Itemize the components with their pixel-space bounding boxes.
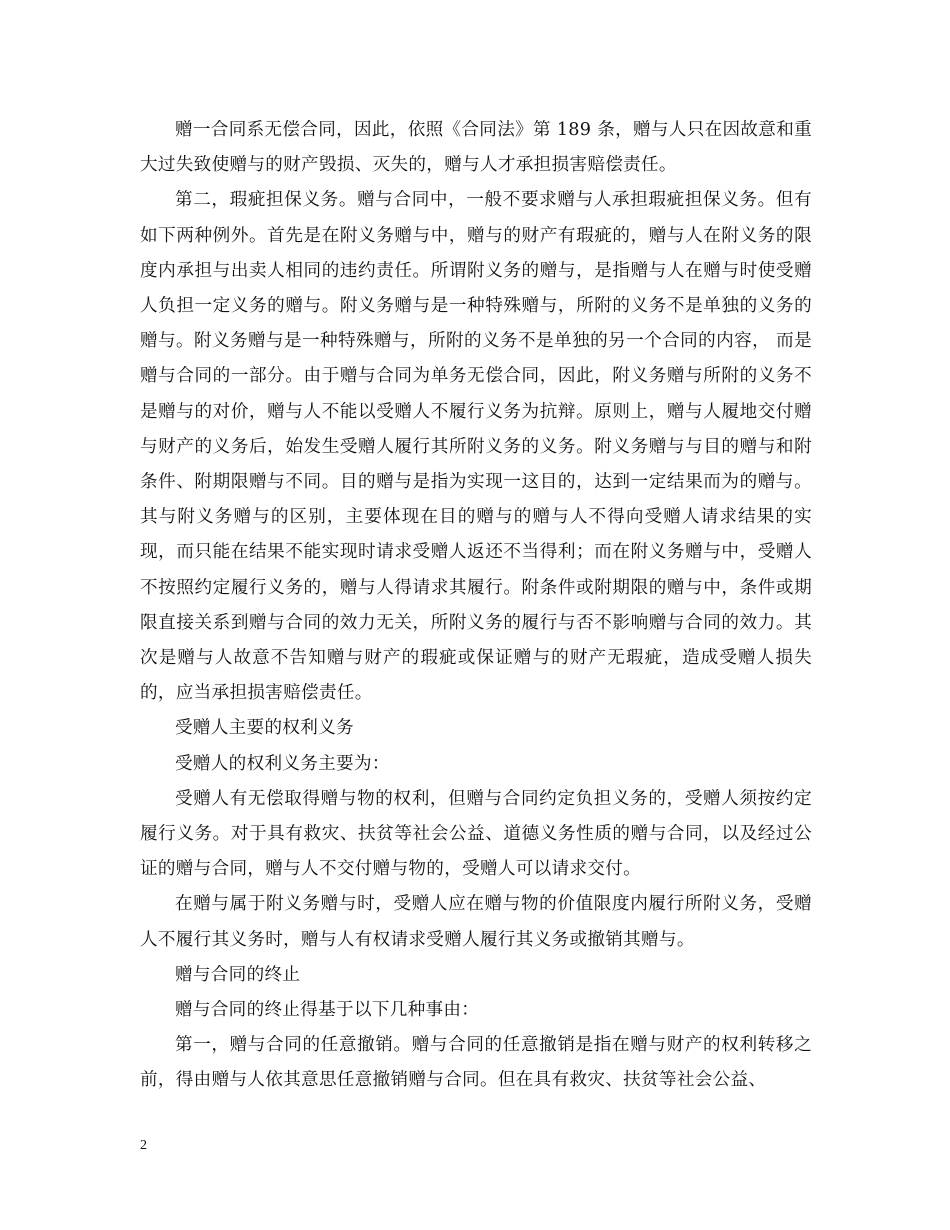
page-number: 2 (140, 1138, 147, 1153)
heading-contract-termination: 赠与合同的终止 (175, 964, 301, 985)
paragraph-defect-warranty: 第二，瑕疵担保义务。赠与合同中，一般不要求赠与人承担瑕疵担保义务。但有如下两种例外。首先是在附义务赠与中，赠与的财产有瑕疵的，赠与人在附义务的限度内承担与出卖人相同的违约责任。所谓附义务的赠与，是指赠与人在赠与时使受赠人负担一定义务的赠与。附义务赠与是一种特殊赠与，所附的义务不是单独的义务的赠与。附义务赠与是一种特殊赠与，所附的义务不是单独的另一个合同的内容， 而是赠与合同的一部分。由于赠与合同为单务无偿合同，因此，附义务赠与所附的义务不是赠与的对价，赠与人不能以受赠人不履行义务为抗辩。原则上，赠与人履地交付赠与财产的义务后，始发生受赠人履行其所附义务的义务。附义务赠与与目的赠与和附条件、附期限赠与不同。目的赠与是指为实现一这目的，达到一定结果而为的赠与。其与附义务赠与的区别，主要体现在目的赠与的赠与人不得向受赠人请求结果的实现，而只能在结果不能实现时请求受赠人返还不当得利；而在附义务赠与中，受赠人不按照约定履行义务的，赠与人得请求其履行。附条件或附期限的赠与中，条件或期限直接关系到赠与合同的效力无关，所附义务的履行与否不影响赠与合同的效力。其次是赠与人故意不告知赠与财产的瑕疵或保证赠与的财产无瑕疵，造成受赠人损失的，应当承担损害赔偿责任。 (140, 190, 812, 704)
paragraph-conditional-gift-obligation: 在赠与属于附义务赠与时，受赠人应在赠与物的价值限度内履行所附义务，受赠人不履行其义务时，赠与人有权请求受赠人履行其义务或撤销其赠与。 (140, 894, 812, 950)
paragraph-gratuitous-contract-liability: 赠一合同系无偿合同，因此，依照《合同法》第 189 条，赠与人只在因故意和重大过失致使赠与的财产毁损、灭失的，赠与人才承担损害赔偿责任。 (140, 120, 812, 176)
heading-donee-rights-obligations: 受赠人主要的权利义务 (175, 718, 354, 739)
paragraph-donee-free-acquisition: 受赠人有无偿取得赠与物的权利，但赠与合同约定负担义务的，受赠人须按约定履行义务。对于具有救灾、扶贫等社会公益、道德义务性质的赠与合同，以及经过公证的赠与合同，赠与人不交付赠与物的，受赠人可以请求交付。 (140, 788, 812, 880)
paragraph-termination-grounds: 赠与合同的终止得基于以下几种事由： (175, 1000, 480, 1021)
paragraph-arbitrary-revocation: 第一，赠与合同的任意撤销。赠与合同的任意撤销是指在赠与财产的权利转移之前，得由赠与人依其意思任意撤销赠与合同。但在具有救灾、扶贫等社会公益、 (140, 1035, 812, 1091)
paragraph-donee-rights-intro: 受赠人的权利义务主要为： (175, 753, 390, 774)
document-body (140, 113, 812, 1099)
